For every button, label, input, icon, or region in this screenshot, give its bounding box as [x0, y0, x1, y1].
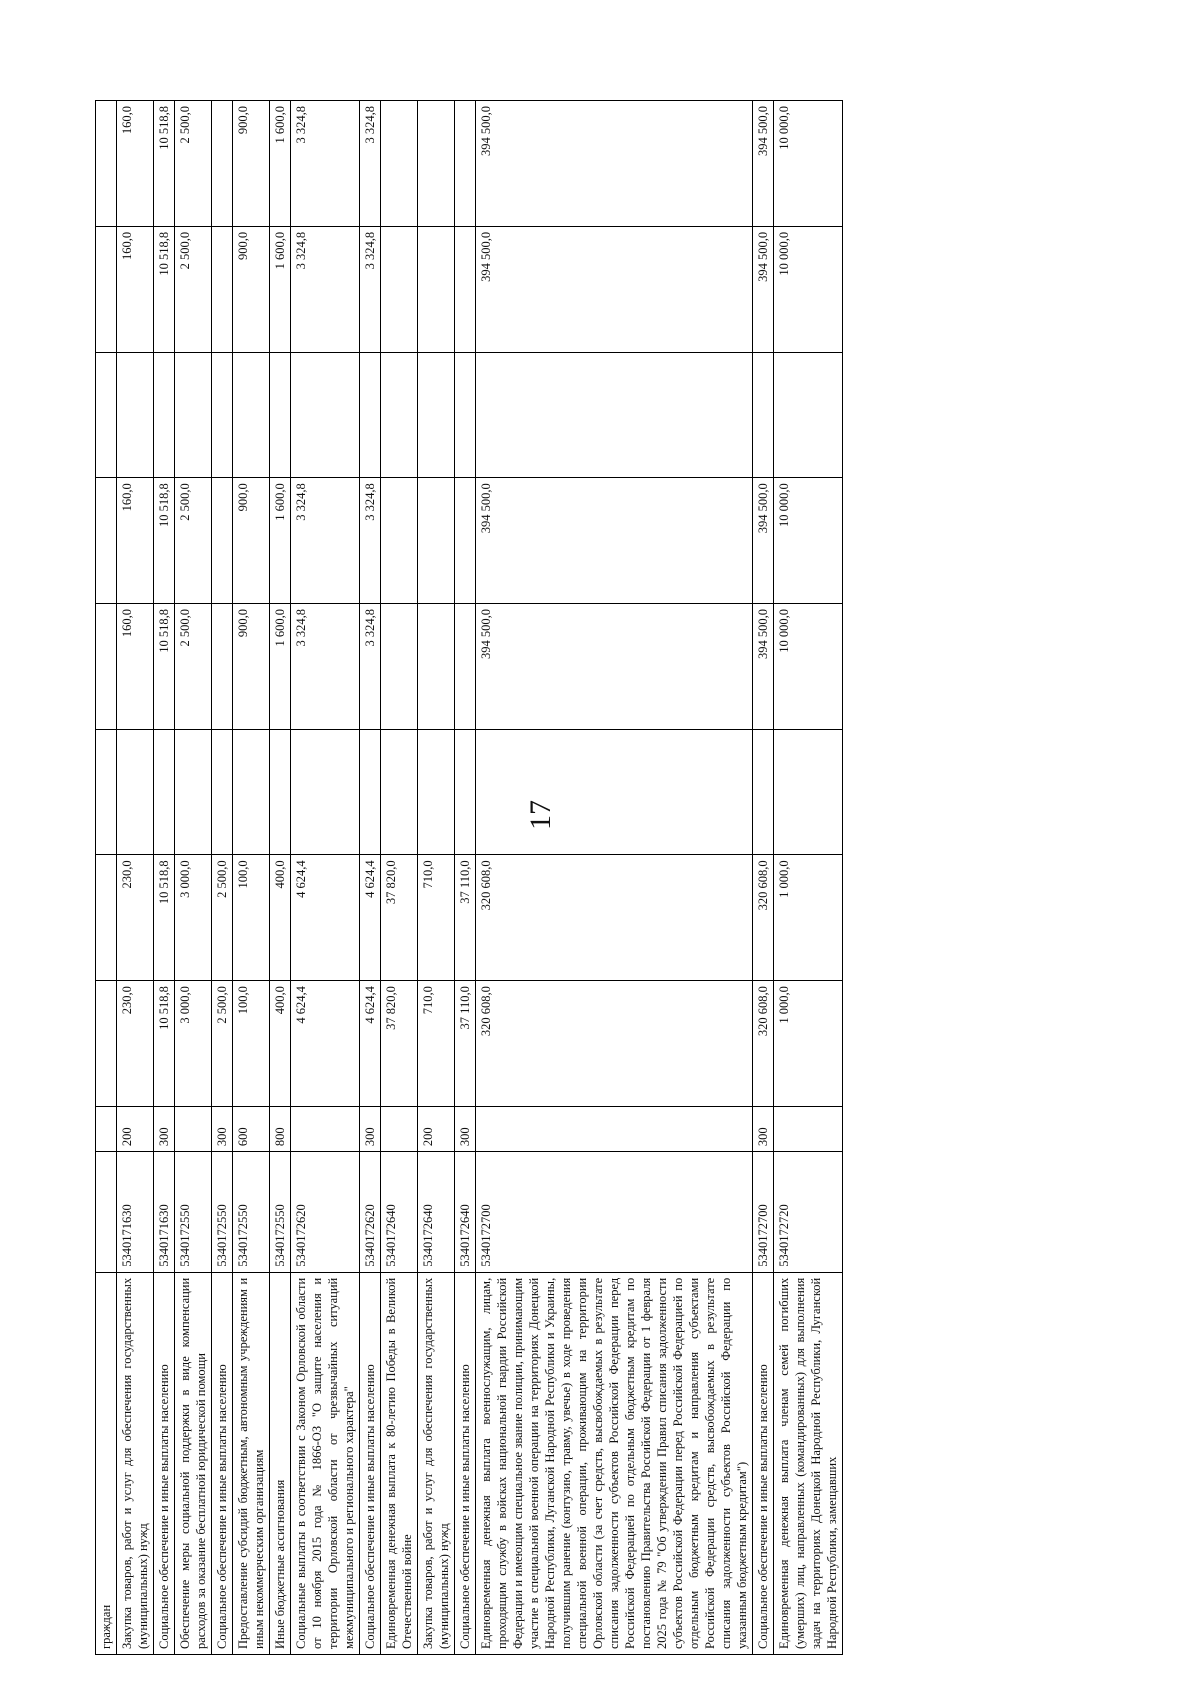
cell-amount-6 — [418, 352, 455, 478]
cell-amount-8: 3 324,8 — [360, 101, 381, 227]
table-row — [476, 101, 753, 1655]
cell-item-name: Социальное обеспечение и иные выплаты населению — [753, 1272, 774, 1654]
cell-amount-7: 160,0 — [117, 226, 154, 352]
cell-amount-2: 320 608,0 — [753, 855, 774, 981]
cell-amount-1: 230,0 — [117, 981, 154, 1107]
cell-amount-1: 320 608,0 — [476, 981, 753, 1107]
cell-item-name: Закупка товаров, работ и услуг для обеспечения государственных (муниципальных) нужд — [117, 1272, 154, 1654]
cell-amount-7: 3 324,8 — [291, 226, 360, 352]
cell-amount-3 — [418, 729, 455, 855]
cell-amount-2: 320 608,0 — [476, 855, 753, 981]
cell-amount-6 — [774, 352, 843, 478]
cell-target-code: 5340171630 — [154, 1152, 175, 1273]
cell-amount-2: 3 000,0 — [175, 855, 212, 981]
cell-target-code: 5340172620 — [291, 1152, 360, 1273]
table-row — [381, 101, 418, 1655]
cell-amount-4: 3 324,8 — [360, 603, 381, 729]
table-row — [774, 101, 843, 1655]
cell-amount-1: 710,0 — [418, 981, 455, 1107]
cell-amount-3 — [175, 729, 212, 855]
cell-amount-3 — [154, 729, 175, 855]
cell-amount-5 — [212, 478, 233, 604]
cell-target-code: 5340171630 — [117, 1152, 154, 1273]
cell-item-name: Закупка товаров, работ и услуг для обеспечения государственных (муниципальных) нужд — [418, 1272, 455, 1654]
cell-amount-7 — [418, 226, 455, 352]
cell-amount-1 — [96, 981, 117, 1107]
table-row — [291, 101, 360, 1655]
cell-target-code: 5340172640 — [418, 1152, 455, 1273]
cell-amount-7: 2 500,0 — [175, 226, 212, 352]
cell-amount-3 — [270, 729, 291, 855]
cell-item-name: Социальное обеспечение и иные выплаты населению — [360, 1272, 381, 1654]
cell-expense-type: 600 — [233, 1106, 270, 1151]
cell-amount-7: 394 500,0 — [476, 226, 753, 352]
cell-amount-1: 10 518,8 — [154, 981, 175, 1107]
cell-target-code: 5340172550 — [233, 1152, 270, 1273]
cell-amount-2: 37 820,0 — [381, 855, 418, 981]
cell-amount-3 — [212, 729, 233, 855]
cell-amount-8 — [212, 101, 233, 227]
cell-amount-5 — [418, 478, 455, 604]
cell-amount-8: 160,0 — [117, 101, 154, 227]
table-row — [154, 101, 175, 1655]
cell-amount-6 — [381, 352, 418, 478]
cell-amount-5: 394 500,0 — [753, 478, 774, 604]
cell-amount-4: 3 324,8 — [291, 603, 360, 729]
cell-item-name: Социальное обеспечение и иные выплаты населению — [212, 1272, 233, 1654]
cell-expense-type: 300 — [455, 1106, 476, 1151]
cell-item-name: Единовременная денежная выплата военнослужащим, лицам, проходящим службу в войсках национальной гвардии Российской Федерации и имеющим специальное звание полиции, принимающим участие в специальной военной операции на территориях Донецкой Народной Республики, Луганской Народной Республики и Украины, получившим ранение (контузию, травму, увечье) в ходе проведения специальной военной операции, проживающим на территории Орловской области (за счет средств, высвобождаемых в результате списания задолженности субъектов Российской Федерации перед Российской Федерацией по отдельным бюджетным кредитам по постановлению Правительства Российской Федерации от 1 февраля 2025 года № 79 "Об утверждении Правил списания задолженности субъектов Российской Федерации перед Российской Федерацией по отдельным бюджетным кредитам и направления субъектами Российской Федерации средств, высвобождаемых в результате списания задолженности субъектов Российской Федерации по указанным бюджетным кредитам") — [476, 1272, 753, 1654]
cell-amount-2: 10 518,8 — [154, 855, 175, 981]
cell-amount-4: 900,0 — [233, 603, 270, 729]
cell-amount-5 — [381, 478, 418, 604]
cell-target-code: 5340172550 — [175, 1152, 212, 1273]
budget-table — [95, 100, 843, 1655]
table-row — [212, 101, 233, 1655]
table-row — [360, 101, 381, 1655]
cell-amount-2: 1 000,0 — [774, 855, 843, 981]
cell-amount-4 — [418, 603, 455, 729]
cell-amount-3 — [774, 729, 843, 855]
cell-amount-6 — [96, 352, 117, 478]
cell-amount-7 — [96, 226, 117, 352]
cell-amount-4: 10 000,0 — [774, 603, 843, 729]
cell-expense-type — [175, 1106, 212, 1151]
cell-amount-5: 160,0 — [117, 478, 154, 604]
budget-table-sheet — [95, 100, 989, 1655]
cell-amount-6 — [270, 352, 291, 478]
cell-amount-4: 1 600,0 — [270, 603, 291, 729]
cell-amount-5: 10 518,8 — [154, 478, 175, 604]
cell-target-code: 5340172720 — [774, 1152, 843, 1273]
cell-target-code — [96, 1152, 117, 1273]
cell-expense-type: 300 — [212, 1106, 233, 1151]
cell-amount-7: 394 500,0 — [753, 226, 774, 352]
cell-target-code: 5340172640 — [381, 1152, 418, 1273]
cell-amount-3 — [117, 729, 154, 855]
table-row — [233, 101, 270, 1655]
cell-expense-type: 300 — [360, 1106, 381, 1151]
cell-item-name: Обеспечение меры социальной поддержки в виде компенсации расходов за оказание бесплатной юридической помощи — [175, 1272, 212, 1654]
cell-amount-1: 320 608,0 — [753, 981, 774, 1107]
cell-amount-1: 400,0 — [270, 981, 291, 1107]
cell-item-name: Единовременная денежная выплата членам семей погибших (умерших) лиц, направленных (командированных) для выполнения задач на территориях Донецкой Народной Республики, Луганской Народной Республики, замещавших — [774, 1272, 843, 1654]
cell-expense-type — [291, 1106, 360, 1151]
cell-amount-1: 3 000,0 — [175, 981, 212, 1107]
cell-amount-3 — [233, 729, 270, 855]
cell-expense-type: 800 — [270, 1106, 291, 1151]
cell-amount-8 — [381, 101, 418, 227]
cell-amount-8: 10 000,0 — [774, 101, 843, 227]
cell-item-name: Социальное обеспечение и иные выплаты населению — [154, 1272, 175, 1654]
cell-amount-2: 400,0 — [270, 855, 291, 981]
table-row — [96, 101, 117, 1655]
cell-amount-7: 900,0 — [233, 226, 270, 352]
cell-amount-3 — [476, 729, 753, 855]
cell-amount-6 — [117, 352, 154, 478]
cell-amount-3 — [381, 729, 418, 855]
cell-expense-type: 200 — [418, 1106, 455, 1151]
cell-amount-1: 1 000,0 — [774, 981, 843, 1107]
cell-expense-type: 300 — [753, 1106, 774, 1151]
table-row — [175, 101, 212, 1655]
cell-amount-5: 2 500,0 — [175, 478, 212, 604]
cell-amount-2: 4 624,4 — [291, 855, 360, 981]
cell-item-name: Иные бюджетные ассигнования — [270, 1272, 291, 1654]
cell-amount-4: 2 500,0 — [175, 603, 212, 729]
cell-amount-6 — [233, 352, 270, 478]
cell-amount-5 — [96, 478, 117, 604]
cell-amount-5: 3 324,8 — [360, 478, 381, 604]
cell-amount-4 — [212, 603, 233, 729]
cell-amount-7: 10 518,8 — [154, 226, 175, 352]
cell-amount-1: 2 500,0 — [212, 981, 233, 1107]
cell-amount-4: 10 518,8 — [154, 603, 175, 729]
cell-amount-4: 394 500,0 — [753, 603, 774, 729]
cell-amount-1: 100,0 — [233, 981, 270, 1107]
cell-amount-1: 37 820,0 — [381, 981, 418, 1107]
cell-amount-7: 3 324,8 — [360, 226, 381, 352]
cell-amount-6 — [154, 352, 175, 478]
cell-amount-2 — [96, 855, 117, 981]
cell-amount-3 — [753, 729, 774, 855]
cell-amount-8: 2 500,0 — [175, 101, 212, 227]
cell-item-name: Социальные выплаты в соответствии с Законом Орловской области от 10 ноября 2015 года № 1866-ОЗ "О защите населения и территории Орловской области от чрезвычайных ситуаций межмуниципального и регионального характера" — [291, 1272, 360, 1654]
cell-amount-5: 10 000,0 — [774, 478, 843, 604]
cell-amount-6 — [476, 352, 753, 478]
cell-amount-5: 394 500,0 — [476, 478, 753, 604]
cell-expense-type — [774, 1106, 843, 1151]
cell-amount-4 — [381, 603, 418, 729]
cell-amount-8 — [418, 101, 455, 227]
cell-amount-6 — [455, 352, 476, 478]
cell-amount-6 — [212, 352, 233, 478]
cell-item-name: Социальное обеспечение и иные выплаты населению — [455, 1272, 476, 1654]
cell-amount-4: 394 500,0 — [476, 603, 753, 729]
cell-amount-6 — [291, 352, 360, 478]
cell-amount-7 — [212, 226, 233, 352]
cell-amount-8: 394 500,0 — [753, 101, 774, 227]
cell-target-code: 5340172620 — [360, 1152, 381, 1273]
cell-expense-type — [96, 1106, 117, 1151]
cell-amount-5: 3 324,8 — [291, 478, 360, 604]
page-number: 17 — [524, 800, 557, 830]
cell-amount-3 — [96, 729, 117, 855]
cell-amount-2: 230,0 — [117, 855, 154, 981]
cell-amount-4 — [455, 603, 476, 729]
cell-expense-type — [476, 1106, 753, 1151]
cell-expense-type — [381, 1106, 418, 1151]
table-row — [270, 101, 291, 1655]
cell-target-code: 5340172550 — [212, 1152, 233, 1273]
cell-amount-4: 160,0 — [117, 603, 154, 729]
cell-target-code: 5340172700 — [753, 1152, 774, 1273]
cell-amount-7 — [381, 226, 418, 352]
cell-target-code: 5340172700 — [476, 1152, 753, 1273]
table-row — [753, 101, 774, 1655]
cell-amount-6 — [175, 352, 212, 478]
cell-amount-6 — [753, 352, 774, 478]
cell-item-name: граждан — [96, 1272, 117, 1654]
cell-amount-1: 4 624,4 — [291, 981, 360, 1107]
table-body — [96, 101, 843, 1655]
table-row — [117, 101, 154, 1655]
cell-target-code: 5340172550 — [270, 1152, 291, 1273]
cell-amount-1: 4 624,4 — [360, 981, 381, 1107]
cell-amount-8: 10 518,8 — [154, 101, 175, 227]
cell-amount-2: 37 110,0 — [455, 855, 476, 981]
cell-amount-5: 900,0 — [233, 478, 270, 604]
cell-amount-3 — [291, 729, 360, 855]
cell-amount-2: 710,0 — [418, 855, 455, 981]
cell-amount-8: 900,0 — [233, 101, 270, 227]
cell-item-name: Предоставление субсидий бюджетным, автономным учреждениям и иным некоммерческим организациям — [233, 1272, 270, 1654]
cell-amount-2: 100,0 — [233, 855, 270, 981]
cell-amount-8: 1 600,0 — [270, 101, 291, 227]
cell-amount-2: 4 624,4 — [360, 855, 381, 981]
cell-item-name: Единовременная денежная выплата к 80-летию Победы в Великой Отечественной войне — [381, 1272, 418, 1654]
cell-target-code: 5340172640 — [455, 1152, 476, 1273]
cell-amount-5: 1 600,0 — [270, 478, 291, 604]
cell-expense-type: 300 — [154, 1106, 175, 1151]
cell-amount-2: 2 500,0 — [212, 855, 233, 981]
cell-amount-8: 394 500,0 — [476, 101, 753, 227]
cell-amount-7: 1 600,0 — [270, 226, 291, 352]
table-row — [455, 101, 476, 1655]
cell-amount-6 — [360, 352, 381, 478]
cell-amount-7: 10 000,0 — [774, 226, 843, 352]
cell-amount-8 — [96, 101, 117, 227]
cell-amount-1: 37 110,0 — [455, 981, 476, 1107]
cell-expense-type: 200 — [117, 1106, 154, 1151]
cell-amount-8 — [455, 101, 476, 227]
cell-amount-3 — [455, 729, 476, 855]
cell-amount-3 — [360, 729, 381, 855]
cell-amount-4 — [96, 603, 117, 729]
cell-amount-7 — [455, 226, 476, 352]
cell-amount-8: 3 324,8 — [291, 101, 360, 227]
cell-amount-5 — [455, 478, 476, 604]
table-row — [418, 101, 455, 1655]
